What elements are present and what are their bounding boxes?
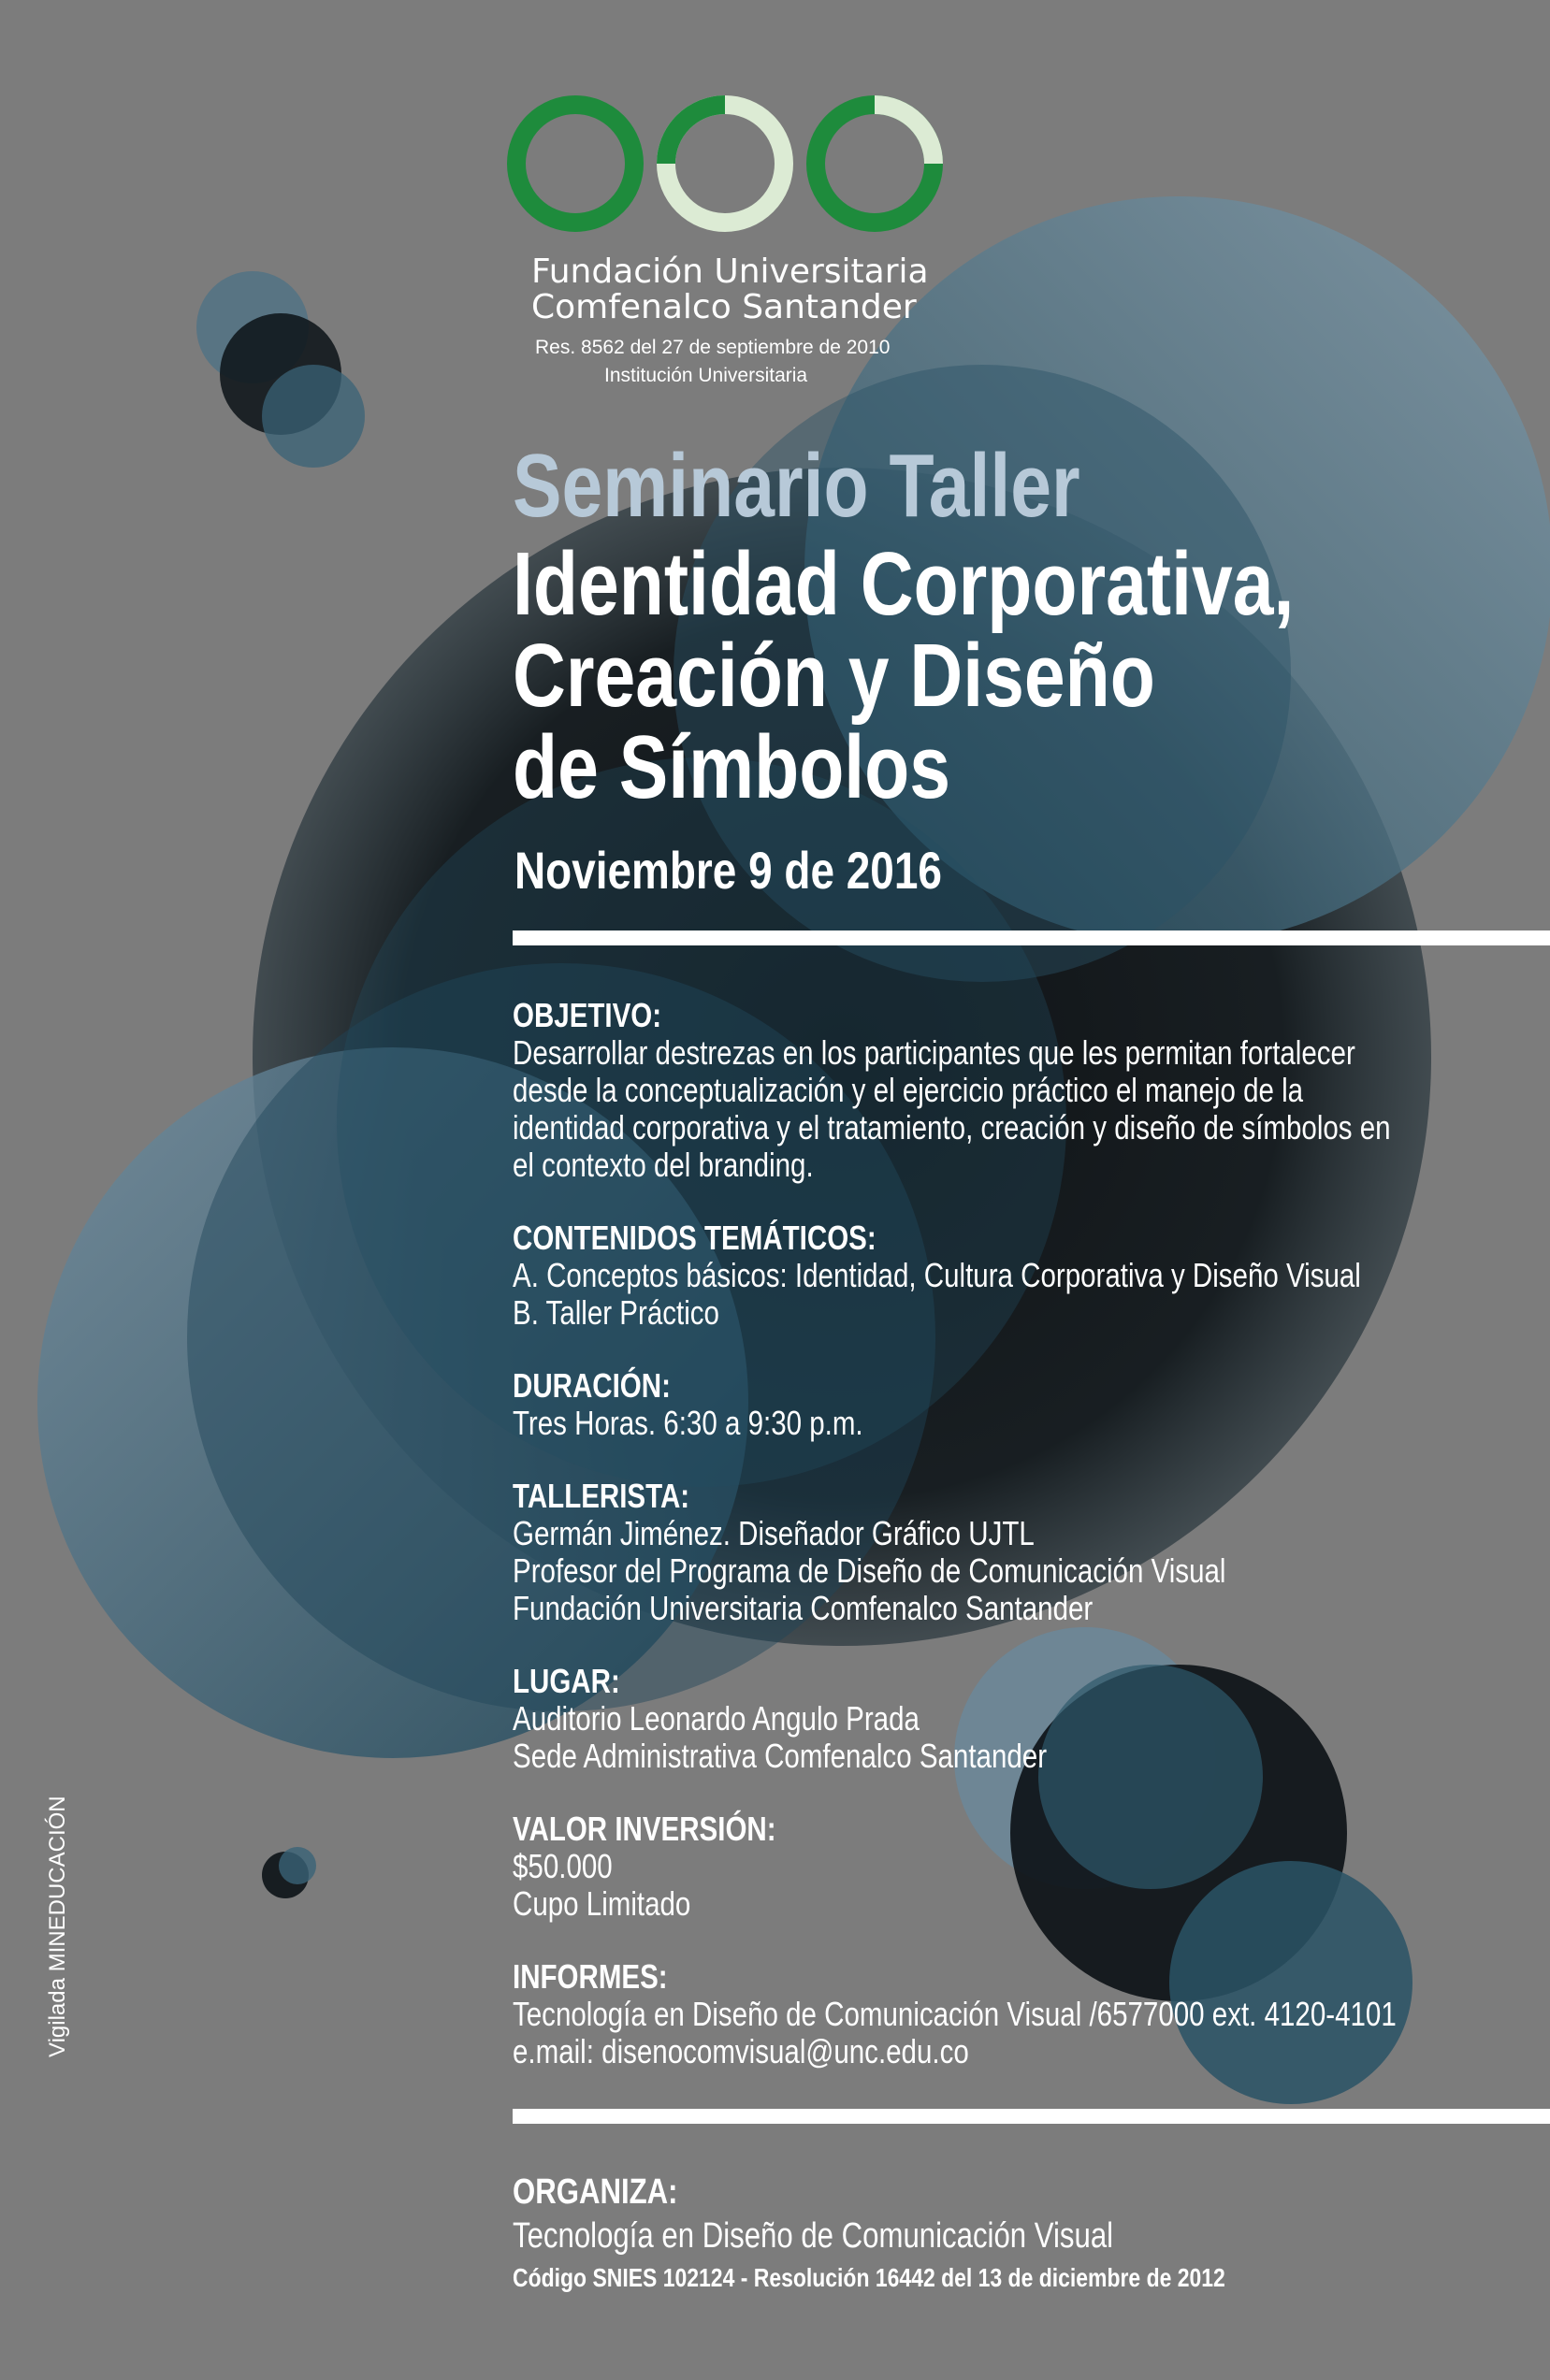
- institution-logo: [505, 84, 945, 243]
- main-title: [513, 534, 1295, 817]
- section-contenidos: [513, 1219, 1533, 1332]
- section-line: $50.000: [513, 1847, 613, 1885]
- organiza-name: Tecnología en Diseño de Comunicación Visual: [513, 2216, 1114, 2256]
- institution-name-line1: Fundación Universitaria: [531, 252, 929, 291]
- section-line: desde la conceptualización y el ejercicio práctico el manejo de la: [513, 1071, 1304, 1109]
- section-line: Germán Jiménez. Diseñador Gráfico UJTL: [513, 1514, 1035, 1552]
- section-line: A. Conceptos básicos: Identidad, Cultura Corporativa y Diseño Visual: [513, 1256, 1361, 1294]
- section-valor: [513, 1810, 1533, 1923]
- section-tallerista: [513, 1478, 1533, 1627]
- section-line: el contexto del branding.: [513, 1146, 814, 1184]
- divider-bottom: [513, 2109, 1550, 2124]
- main-title-line1: Identidad Corporativa,: [513, 534, 1295, 634]
- section-objetivo: [513, 997, 1533, 1184]
- section-organiza: [513, 2171, 1225, 2297]
- section-heading: DURACIÓN:: [513, 1366, 671, 1405]
- section-lugar: [513, 1663, 1533, 1775]
- section-line: Sede Administrativa Comfenalco Santander: [513, 1737, 1048, 1775]
- tiny-circle-2: [279, 1847, 316, 1884]
- section-duracion: [513, 1367, 1533, 1442]
- organiza-snies: Código SNIES 102124 - Resolución 16442 del 13 de diciembre de 2012: [513, 2263, 1225, 2292]
- section-line: Tres Horas. 6:30 a 9:30 p.m.: [513, 1404, 863, 1442]
- section-heading: VALOR INVERSIÓN:: [513, 1810, 776, 1848]
- main-title-line3: de Símbolos: [513, 717, 951, 817]
- title-kicker: Seminario Taller: [513, 436, 1080, 536]
- section-heading: OBJETIVO:: [513, 996, 662, 1034]
- institution-name-line2: Comfenalco Santander: [531, 288, 917, 326]
- section-heading: TALLERISTA:: [513, 1477, 690, 1515]
- section-informes: [513, 1958, 1533, 2070]
- section-line: Tecnología en Diseño de Comunicación Visual /6577000 ext. 4120-4101: [513, 1995, 1397, 2033]
- main-title-line2: Creación y Diseño: [513, 626, 1155, 726]
- section-line: Profesor del Programa de Diseño de Comunicación Visual: [513, 1551, 1226, 1590]
- institution-type: Institución Universitaria: [604, 365, 808, 386]
- organiza-heading: ORGANIZA:: [513, 2172, 678, 2212]
- section-heading: INFORMES:: [513, 1957, 668, 1996]
- section-line: Auditorio Leonardo Angulo Prada: [513, 1699, 920, 1738]
- section-heading: CONTENIDOS TEMÁTICOS:: [513, 1219, 876, 1257]
- resolution-text: Res. 8562 del 27 de septiembre de 2010: [535, 337, 891, 358]
- section-heading: LUGAR:: [513, 1662, 620, 1700]
- section-line: Fundación Universitaria Comfenalco Santander: [513, 1589, 1094, 1627]
- section-line: identidad corporativa y el tratamiento, creación y diseño de símbolos en: [513, 1108, 1391, 1147]
- institution-resolution: [535, 334, 890, 390]
- section-line: Desarrollar destrezas en los participantes que les permitan fortalecer: [513, 1033, 1355, 1072]
- divider-top: [513, 930, 1550, 945]
- event-details: [513, 996, 1397, 2106]
- vigilada-note: Vigilada MINEDUCACIÓN: [45, 1796, 70, 2057]
- email-link[interactable]: e.mail: disenocomvisual@unc.edu.co: [513, 2032, 969, 2070]
- section-line: B. Taller Práctico: [513, 1293, 719, 1332]
- section-line: Cupo Limitado: [513, 1884, 691, 1923]
- event-date: Noviembre 9 de 2016: [514, 841, 942, 900]
- institution-name: [531, 254, 929, 325]
- small-circle-3: [262, 365, 365, 468]
